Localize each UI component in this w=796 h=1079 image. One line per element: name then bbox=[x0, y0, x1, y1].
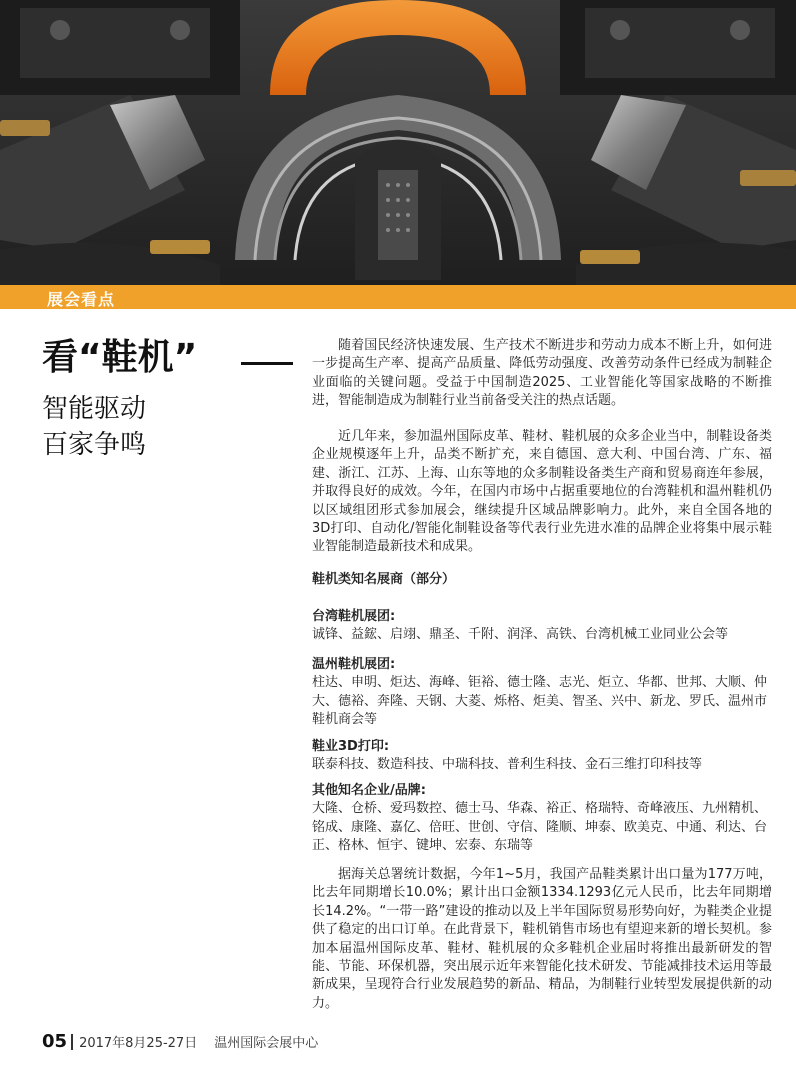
exhibitor-list-heading: 鞋机类知名展商（部分） bbox=[312, 572, 456, 587]
section-label: 展会看点 bbox=[47, 290, 116, 309]
shoe-machine-illustration bbox=[0, 0, 796, 285]
section-bar bbox=[0, 285, 796, 309]
category-items: 大隆、仓桥、爱玛数控、德士马、华森、裕正、格瑞特、奇峰液压、九州精机、铭成、康隆、嘉亿、倍旺、世创、守信、隆顺、坤泰、欧美克、中通、利达、台正、格林、恒宇、键坤、宏泰、东瑞等 bbox=[312, 801, 768, 854]
category-title: 台湾鞋机展团: bbox=[312, 609, 396, 624]
title-dash-divider bbox=[241, 362, 293, 365]
page-number: 05 bbox=[42, 1031, 68, 1052]
article-paragraph-3: 据海关总署统计数据，今年1~5月，我国产品鞋类累计出口量为177万吨，比去年同期增长10.0%；累计出口金额1334.1293亿元人民币，比去年同期增长14.2%。“一带一路”建设的推动以及上半年国际贸易形势向好，为鞋类企业提供了稳定的出口订单。在此背景下，鞋机销售市场也有望迎来新的增长契机。参加本届温州国际皮革、鞋材、鞋机展的众多鞋机企业届时将推出最新研发的智能、节能、环保机器，突出展示近年来智能化技术研发、节能减排技术运用等最新成果，呈现符合行业发展趋势的新品、精品，为制鞋行业转型发展提供新的动力。 bbox=[312, 867, 772, 1011]
category-items: 联泰科技、数造科技、中瑞科技、普利生科技、金石三维打印科技等 bbox=[312, 757, 703, 773]
article-paragraph-2: 近几年来，参加温州国际皮革、鞋材、鞋机展的众多企业当中，制鞋设备类企业规模逐年上升，品类不断扩充，来自德国、意大利、中国台湾、广东、福建、浙江、江苏、上海、山东等地的众多制鞋设备类生产商和贸易商连年参展，并取得良好的成效。今年，在国内市场中占据重要地位的台湾鞋机和温州鞋机仍以区域组团形式参加展会，继续提升区域品牌影响力。此外，来自全国各地的3D打印、自动化/智能化制鞋设备等代表行业先进水准的品牌企业将集中展示鞋业智能制造最新技术和成果。 bbox=[312, 429, 772, 555]
category-items: 柱达、申明、炬达、海峰、钜裕、德士隆、志光、炬立、华都、世邦、大顺、仲大、德裕、奔隆、天钢、大菱、烁格、炬美、智圣、兴中、新龙、罗氏、温州市鞋机商会等 bbox=[312, 675, 768, 728]
article-paragraph-1: 随着国民经济快速发展、生产技术不断进步和劳动力成本不断上升，如何进一步提高生产率、提高产品质量、降低劳动强度、改善劳动条件已经成为制鞋企业面临的关键问题。受益于中国制造2025、工业智能化等国家战略的不断推进，智能制造成为制鞋行业当前备受关注的热点话题。 bbox=[312, 338, 772, 409]
subtitle-line-1: 智能驱动 bbox=[42, 394, 147, 424]
page-footer bbox=[42, 1031, 318, 1053]
page-title: 看“鞋机” bbox=[42, 337, 198, 378]
category-items: 诚锋、益鋐、启翊、鼎圣、千附、润泽、高铁、台湾机械工业同业公会等 bbox=[312, 627, 729, 643]
category-title: 鞋业3D打印: bbox=[312, 739, 390, 754]
footer-venue: 温州国际会展中心 bbox=[214, 1036, 319, 1051]
subtitle-line-2: 百家争鸣 bbox=[42, 430, 147, 460]
footer-date: 2017年8月25-27日 bbox=[79, 1036, 198, 1051]
exhibitor-category bbox=[312, 608, 772, 645]
exhibitor-category bbox=[312, 782, 772, 856]
exhibitor-category bbox=[312, 738, 772, 775]
category-title: 温州鞋机展团: bbox=[312, 657, 396, 672]
hero-machine-photo bbox=[0, 0, 796, 285]
exhibitor-category bbox=[312, 656, 772, 730]
footer-divider bbox=[71, 1034, 73, 1050]
category-title: 其他知名企业/品牌: bbox=[312, 783, 426, 798]
